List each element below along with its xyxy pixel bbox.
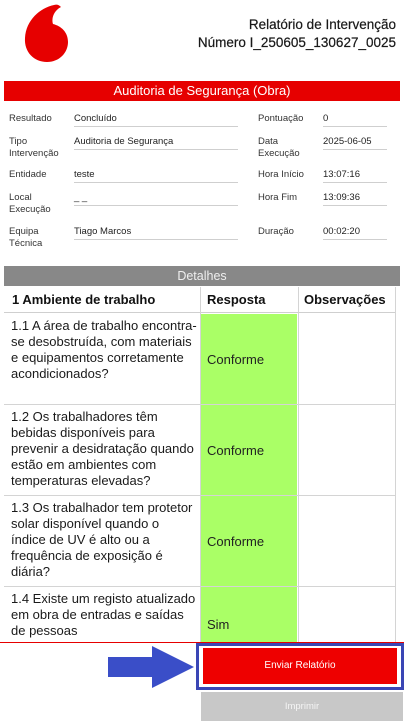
answer-cell[interactable] (201, 587, 297, 642)
details-title-bar: Detalhes (4, 266, 400, 286)
hora-fim-label: Hora Fim (258, 192, 298, 203)
answer-cell[interactable] (201, 496, 297, 586)
hora-inicio-label: Hora Início (258, 169, 304, 180)
header-section: 1 Ambiente de trabalho (12, 292, 156, 307)
arrow-right-icon (106, 644, 196, 690)
answer-text: Conforme (207, 443, 265, 458)
report-number: Número I_250605_130627_0025 (197, 35, 396, 50)
send-report-button[interactable]: Enviar Relatório (203, 648, 397, 684)
answer-cell[interactable] (201, 314, 297, 404)
data-label: Data Execução (258, 136, 300, 159)
resultado-value: Concluído (74, 113, 238, 127)
pontuacao-value: 0 (323, 113, 387, 127)
resultado-label: Resultado (9, 113, 52, 124)
table-row (4, 587, 396, 642)
equipa-label: Equipa Técnica (9, 226, 43, 249)
tipo-value: Auditoria de Segurança (74, 136, 238, 150)
local-label: Local Execução (9, 192, 51, 215)
report-header (0, 0, 404, 78)
header-resposta: Resposta (207, 292, 266, 307)
vodafone-logo-icon (20, 2, 72, 64)
duracao-label: Duração (258, 226, 294, 237)
local-value: _ _ (74, 192, 238, 206)
table-row (4, 314, 396, 405)
question-text: 1.1 A área de trabalho encontra-se desobstruída, com materiais e equipamentos corretamente acondicionados? (11, 318, 197, 381)
print-button[interactable]: Imprimir (201, 692, 403, 721)
equipa-value: Tiago Marcos (74, 226, 238, 240)
answer-text: Sim (207, 617, 230, 632)
answer-cell[interactable] (201, 405, 297, 495)
data-value: 2025-06-05 (323, 136, 387, 150)
tipo-label: Tipo Intervenção (9, 136, 59, 159)
duracao-value: 00:02:20 (323, 226, 387, 240)
answer-text: Conforme (207, 534, 265, 549)
question-text: 1.4 Existe um registo atualizado em obra de entradas e saídas de pessoas (11, 591, 196, 638)
answer-text: Conforme (207, 352, 265, 367)
table-row (4, 405, 396, 496)
report-title: Relatório de Intervenção (248, 17, 396, 32)
section-title-bar: Auditoria de Segurança (Obra) (4, 81, 400, 101)
question-text: 1.3 Os trabalhador tem protetor solar disponível quando o índice de UV é alto ou a frequência de exposição é diária? (11, 500, 193, 579)
hora-inicio-value: 13:07:16 (323, 169, 387, 183)
hora-fim-value: 13:09:36 (323, 192, 387, 206)
entidade-value: teste (74, 169, 238, 183)
header-observacoes: Observações (304, 292, 386, 307)
question-text: 1.2 Os trabalhadores têm bebidas disponíveis para prevenir a desidratação quando estão em ambientes com temperaturas elevadas? (11, 409, 194, 488)
pontuacao-label: Pontuação (258, 113, 304, 124)
table-row (4, 496, 396, 587)
entidade-label: Entidade (9, 169, 47, 180)
